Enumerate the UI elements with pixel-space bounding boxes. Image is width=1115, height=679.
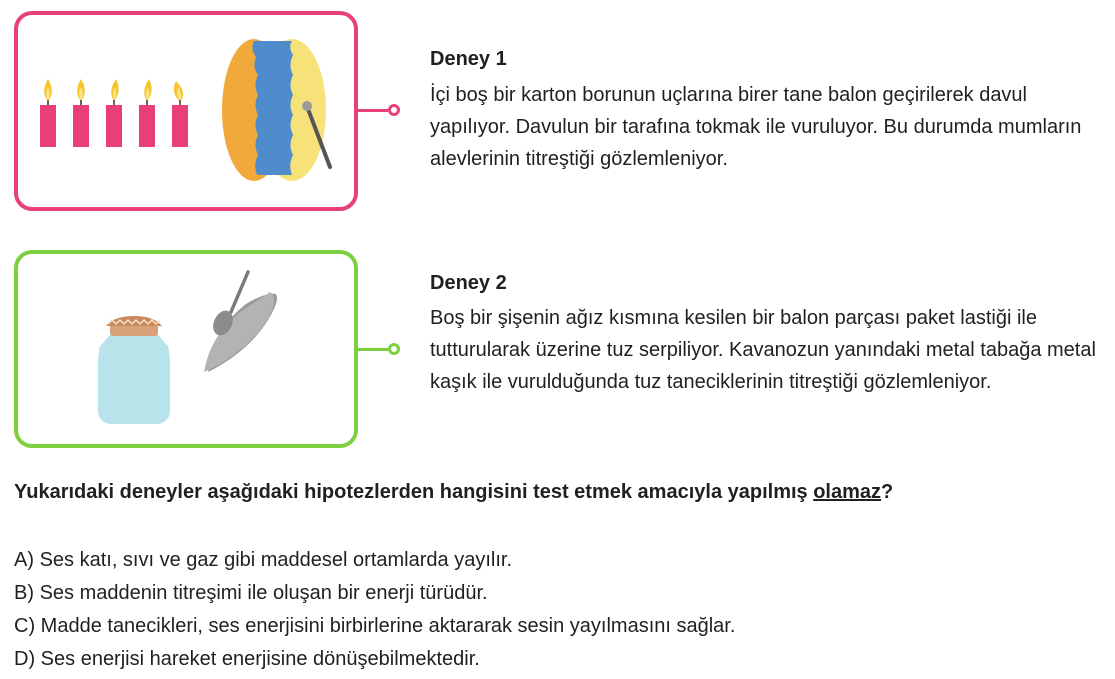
experiment1-illustration-panel [14, 11, 358, 211]
experiment2-text: Boş bir şişenin ağız kısmına kesilen bir balon parçası paket lastiği ile tutturularak üzerine tuz serpiliyor. Kavanozun yanındaki metal tabağa metal kaşık ile vurulduğunda tuz taneciklerinin titreştiği gözlemleniyor. [430, 307, 1096, 393]
experiment2-connector-node [388, 343, 400, 355]
option-d[interactable] [14, 643, 735, 676]
option-text: Ses katı, sıvı ve gaz gibi maddesel ortamlarda yayılır. [39, 549, 512, 571]
jar-icon [98, 316, 170, 424]
option-b[interactable] [14, 577, 735, 610]
experiment1-illustration [18, 15, 354, 207]
experiment1-connector [358, 109, 388, 112]
option-a[interactable] [14, 544, 735, 577]
candles-icon [40, 79, 188, 147]
experiment1-heading: Deney 1 [430, 48, 507, 70]
question-text [14, 481, 893, 504]
option-letter: A) [14, 549, 34, 571]
option-text: Ses enerjisi hareket enerjisine dönüşebilmektedir. [40, 648, 480, 670]
experiment2-connector [358, 348, 388, 351]
option-letter: D) [14, 648, 36, 670]
option-text: Madde tanecikleri, ses enerjisini birbirlerine aktararak sesin yayılmasını sağlar. [40, 615, 736, 637]
option-letter: C) [14, 615, 36, 637]
experiment1-connector-node [388, 104, 400, 116]
question-mark: ? [881, 481, 894, 503]
question-emphasis: olamaz [813, 481, 882, 503]
experiment2-illustration [18, 254, 354, 444]
option-c[interactable] [14, 610, 735, 643]
answer-options [14, 544, 735, 676]
option-letter: B) [14, 582, 34, 604]
question-stem: Yukarıdaki deneyler aşağıdaki hipotezlerden hangisini test etmek amacıyla yapılmış [14, 481, 814, 503]
experiment2-heading: Deney 2 [430, 272, 507, 294]
experiment2-illustration-panel [14, 250, 358, 448]
option-text: Ses maddenin titreşimi ile oluşan bir enerji türüdür. [39, 582, 488, 604]
experiment1-text: İçi boş bir karton borunun uçlarına birer tane balon geçirilerek davul yapılıyor. Davulun bir tarafına tokmak ile vuruluyor. Bu durumda mumların alevlerinin titreştiği gözlemleniyor. [430, 84, 1082, 170]
